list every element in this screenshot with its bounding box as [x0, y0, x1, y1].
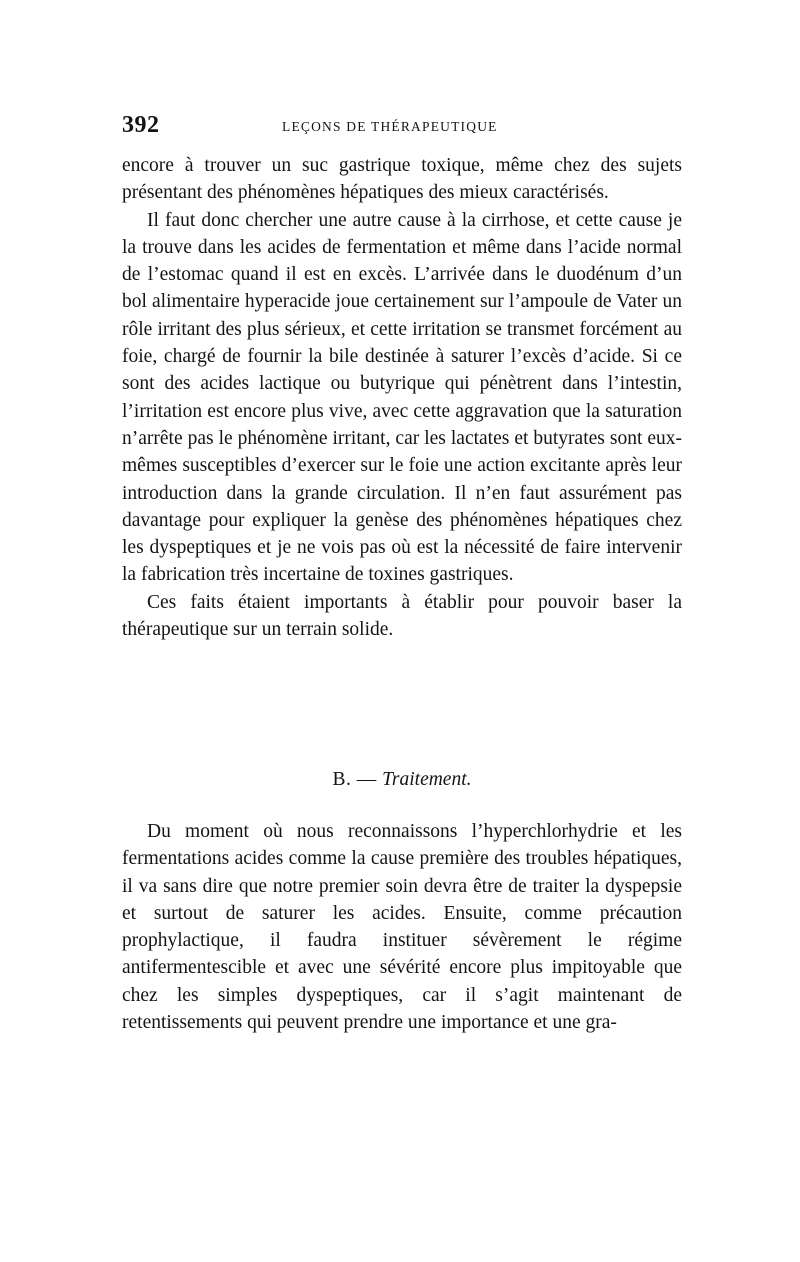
section-title: Traitement. [382, 769, 472, 790]
page-header [122, 112, 682, 142]
paragraph-continuation: encore à trouver un suc gastrique toxique, même chez des sujets présentant des phénomènes hépatiques des mieux caractérisés. [122, 155, 682, 204]
section-label: B. — [332, 769, 383, 790]
paragraph-cause-of-cirrhosis: Il faut donc chercher une autre cause à la cirrhose, et cette cause je la trouve dans les acides de fermentation et même dans l’acide normal de l’estomac quand il est en excès. L’arrivée dans le duodénum d’un bol alimentaire hyperacide joue certainement sur l’ampoule de Vater un rôle irritant des plus sérieux, et cette irritation se transmet forcément au foie, chargé de fournir la bile destinée à saturer l’excès d’acide. Si ce sont des acides lactique ou butyrique qui pénètrent dans l’intestin, l’irritation est encore plus vive, avec cette aggravation que la saturation n’arrête pas le phénomène irritant, car les lactates et butyrates sont eux-mêmes susceptibles d’exercer sur le foie une action excitante après leur introduction dans la grande circulation. Il n’en faut assurément pas davantage pour expliquer la genèse des phénomènes hépatiques chez les dyspeptiques et je ne vois pas où est la nécessité de faire intervenir la fabrication très incertaine de toxines gastriques. [122, 209, 682, 586]
text-block-before-section [122, 152, 682, 643]
page-number: 392 [122, 112, 160, 138]
text-block-after-section [122, 818, 682, 1036]
paragraph-treatment: Du moment où nous reconnaissons l’hyperchlorhydrie et les fermentations acides comme la cause première des troubles hépatiques, il va sans dire que notre premier soin devra être de traiter la dyspepsie et surtout de saturer les acides. Ensuite, comme précaution prophylactique, il faudra instituer sévèrement le régime antifermentescible et avec une sévérité encore plus impitoyable que chez les simples dyspeptiques, car il s’agit maintenant de retentissements qui peuvent prendre une importance et une gra- [122, 821, 682, 1034]
paragraph-conclusion: Ces faits étaient importants à établir pour pouvoir baser la thérapeutique sur un terrain solide. [122, 591, 682, 641]
section-heading [122, 766, 682, 793]
running-title: LEÇONS DE THÉRAPEUTIQUE [282, 119, 498, 134]
